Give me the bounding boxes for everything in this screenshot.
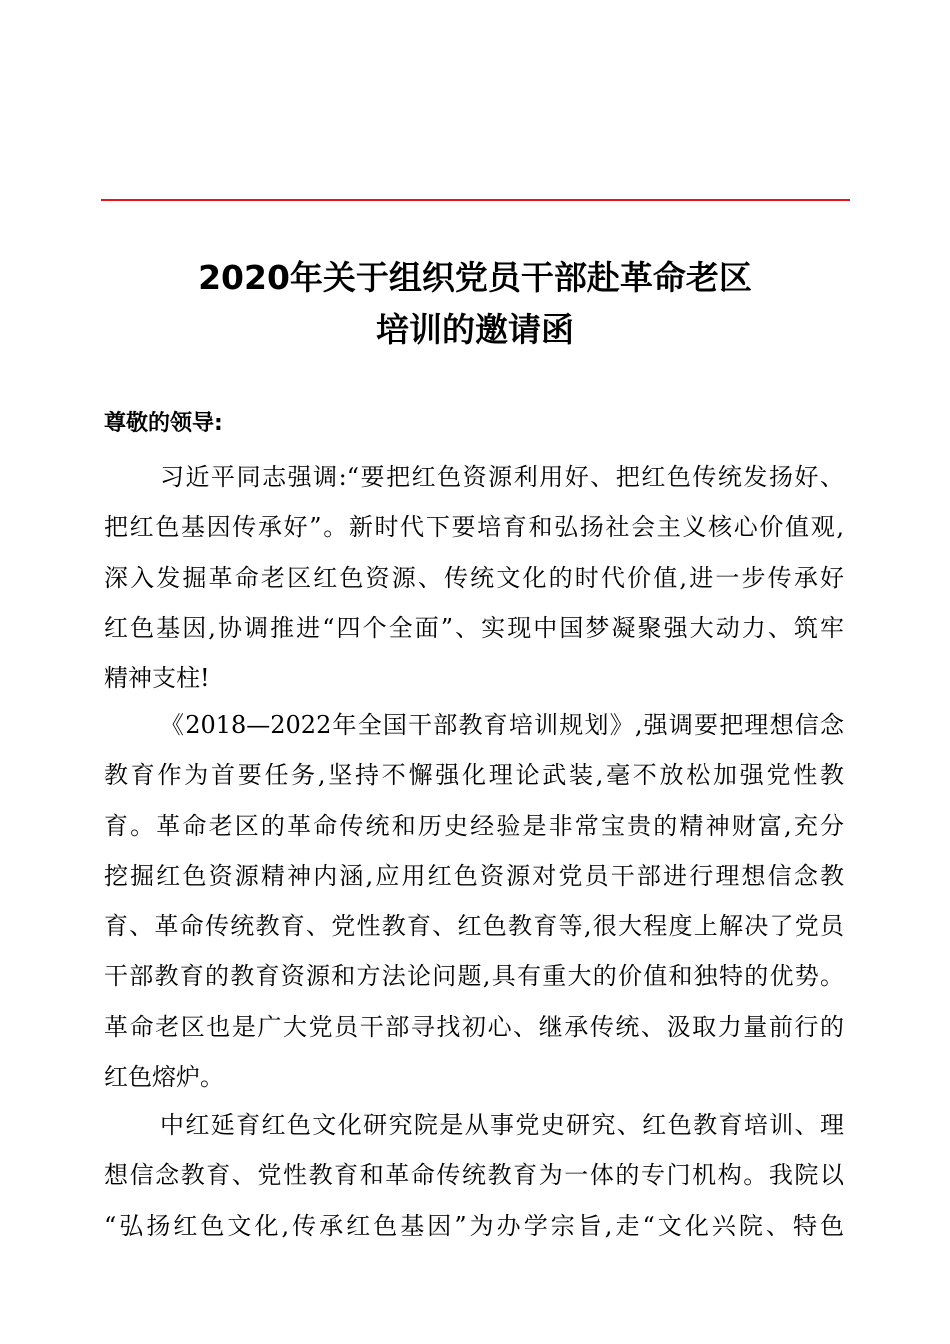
paragraph-line: 习近平同志强调:“要把红色资源利用好、把红色传统发扬好、 [160,463,844,491]
paragraph-line: 把红色基因传承好”。新时代下要培育和弘扬社会主义核心价值观, [104,513,844,542]
paragraph-line: 深入发掘革命老区红色资源、传统文化的时代价值,进一步传承好 [104,563,844,592]
paragraph-3 [104,1100,844,1251]
paragraph-line: 挖掘红色资源精神内涵,应用红色资源对党员干部进行理想信念教 [104,861,844,890]
paragraph-1 [104,452,844,703]
paragraph-line: 中红延育红色文化研究院是从事党史研究、红色教育培训、理 [160,1111,844,1139]
paragraph-line: 教育作为首要任务,坚持不懈强化理论武装,毫不放松加强党性教 [104,761,844,790]
paragraph-line: 红色熔炉。 [104,1063,224,1092]
paragraph-line: 《2018—2022年全国干部教育培训规划》,强调要把理想信念 [160,711,844,739]
paragraph-line: 红色基因,协调推进“四个全面”、实现中国梦凝聚强大动力、筑牢 [104,613,844,642]
paragraph-line: 育、革命传统教育、党性教育、红色教育等,很大程度上解决了党员 [104,912,844,941]
paragraph-line: 精神支柱! [104,664,210,693]
paragraph-line: 革命老区也是广大党员干部寻找初心、继承传统、汲取力量前行的 [104,1012,844,1041]
paragraph-line: “弘扬红色文化,传承红色基因”为办学宗旨,走“文化兴院、特色 [104,1211,844,1240]
title-line-1: 2020年关于组织党员干部赴革命老区 [198,258,752,297]
paragraph-line: 育。革命老区的革命传统和历史经验是非常宝贵的精神财富,充分 [104,811,844,840]
paragraph-line: 想信念教育、党性教育和革命传统教育为一体的专门机构。我院以 [104,1161,844,1190]
title-line-2: 培训的邀请函 [376,310,574,349]
salutation: 尊敬的领导: [104,411,223,436]
paragraph-line: 干部教育的教育资源和方法论问题,具有重大的价值和独特的优势。 [104,962,844,991]
document-title [0,252,950,356]
paragraph-2 [104,700,844,1102]
red-header-rule [101,199,850,201]
